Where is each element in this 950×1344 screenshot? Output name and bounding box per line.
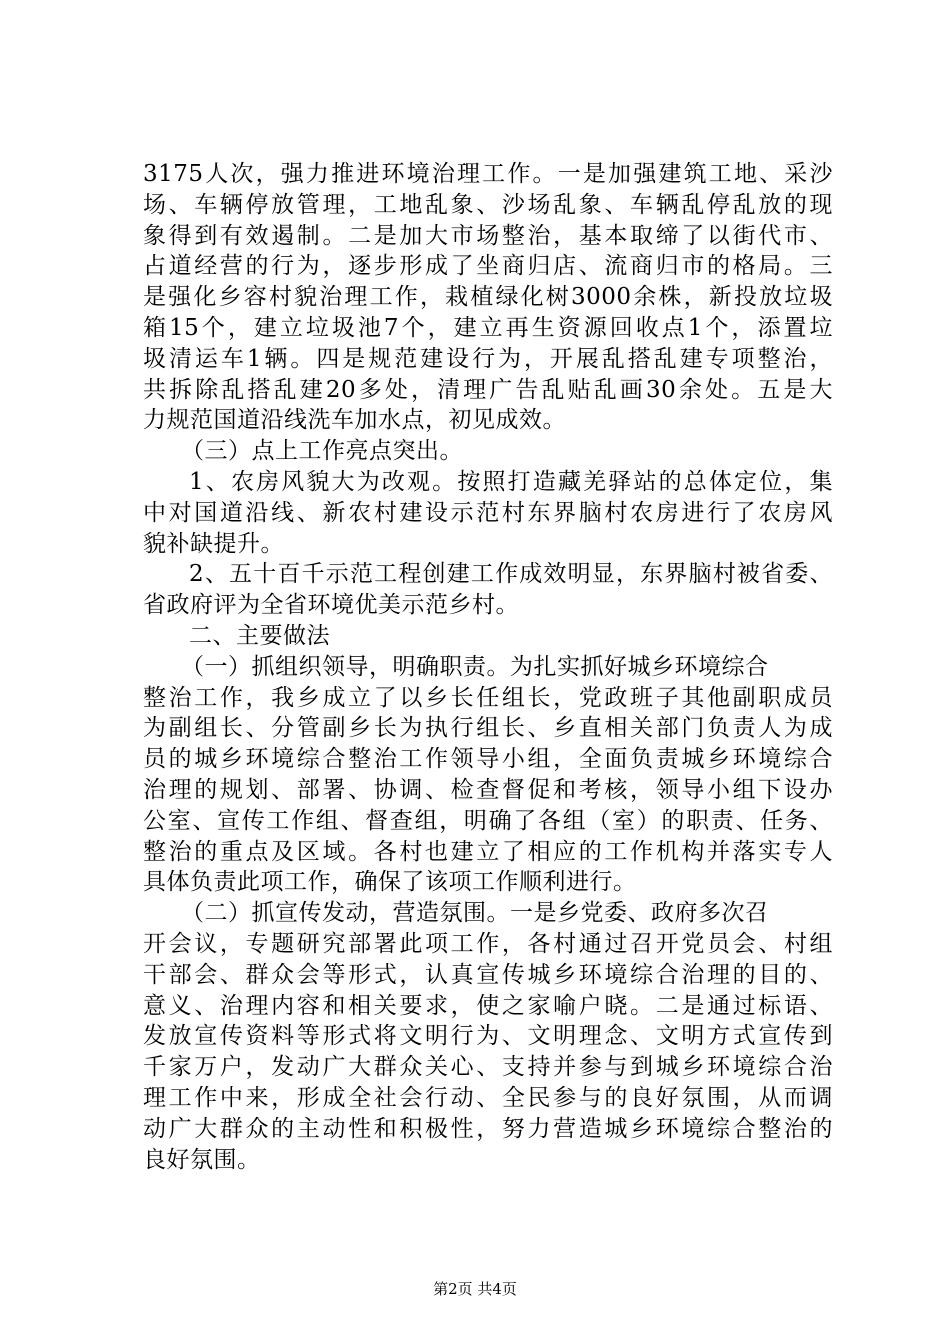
text-line: 为副组长、分管副乡长为执行组长、乡直相关部门负责人为成: [143, 715, 833, 742]
text-line: 员的城乡环境综合整治工作领导小组，全面负责城乡环境综合: [143, 746, 833, 773]
text-line: 意义、治理内容和相关要求，使之家喻户晓。二是通过标语、: [143, 992, 833, 1019]
page-footer: 第2页 共4页: [433, 1280, 517, 1298]
text-line: （三）点上工作亮点突出。: [181, 438, 463, 465]
text-line: 箱15个，建立垃圾池7个，建立再生资源回收点1个，添置垃: [143, 314, 833, 341]
text-line: 1、农房风貌大为改观。按照打造藏羌驿站的总体定位，集: [189, 468, 833, 495]
text-line: （二）抓宣传发动，营造氛围。一是乡党委、政府多次召: [181, 900, 769, 927]
text-line: 良好氛围。: [143, 1146, 261, 1173]
text-line: 中对国道沿线、新农村建设示范村东界脑村农房进行了农房风: [143, 499, 833, 526]
text-line: 理工作中来，形成全社会行动、全民参与的良好氛围，从而调: [143, 1084, 833, 1111]
text-line: 是强化乡容村貌治理工作，栽植绿化树3000余株，新投放垃圾: [143, 284, 833, 311]
document-body: [143, 159, 833, 1175]
text-line: 具体负责此项工作，确保了该项工作顺利进行。: [143, 869, 637, 896]
text-line: 力规范国道沿线洗车加水点，初见成效。: [143, 407, 566, 434]
text-line: 治理的规划、部署、协调、检查督促和考核，领导小组下设办: [143, 776, 833, 803]
text-line: （一）抓组织领导，明确职责。为扎实抓好城乡环境综合: [181, 653, 769, 680]
text-line: 整治的重点及区域。各村也建立了相应的工作机构并落实专人: [143, 838, 833, 865]
text-line: 共拆除乱搭乱建20多处，清理广告乱贴乱画30余处。五是大: [143, 376, 833, 403]
text-line: 象得到有效遏制。二是加大市场整治，基本取缔了以街代市、: [143, 222, 833, 249]
text-line: 省政府评为全省环境优美示范乡村。: [143, 592, 519, 619]
text-line: 动广大群众的主动性和积极性，努力营造城乡环境综合整治的: [143, 1115, 833, 1142]
text-line: 场、车辆停放管理，工地乱象、沙场乱象、车辆乱停乱放的现: [143, 191, 833, 218]
text-line: 3175人次，强力推进环境治理工作。一是加强建筑工地、采沙: [143, 161, 833, 187]
text-line: 貌补缺提升。: [143, 530, 284, 557]
text-line: 整治工作，我乡成立了以乡长任组长，党政班子其他副职成员: [143, 684, 833, 711]
text-line: 二、主要做法: [189, 622, 330, 649]
text-line: 公室、宣传工作组、督查组，明确了各组（室）的职责、任务、: [143, 807, 833, 834]
text-line: 圾清运车1辆。四是规范建设行为，开展乱搭乱建专项整治，: [143, 345, 833, 372]
text-line: 开会议，专题研究部署此项工作，各村通过召开党员会、村组: [143, 930, 833, 957]
text-line: 发放宣传资料等形式将文明行为、文明理念、文明方式宣传到: [143, 1023, 833, 1050]
text-line: 占道经营的行为，逐步形成了坐商归店、流商归市的格局。三: [143, 253, 833, 280]
text-line: 千家万户，发动广大群众关心、支持并参与到城乡环境综合治: [143, 1054, 833, 1081]
text-line: 2、五十百千示范工程创建工作成效明显，东界脑村被省委、: [189, 561, 833, 588]
text-line: 干部会、群众会等形式，认真宣传城乡环境综合治理的目的、: [143, 961, 833, 988]
